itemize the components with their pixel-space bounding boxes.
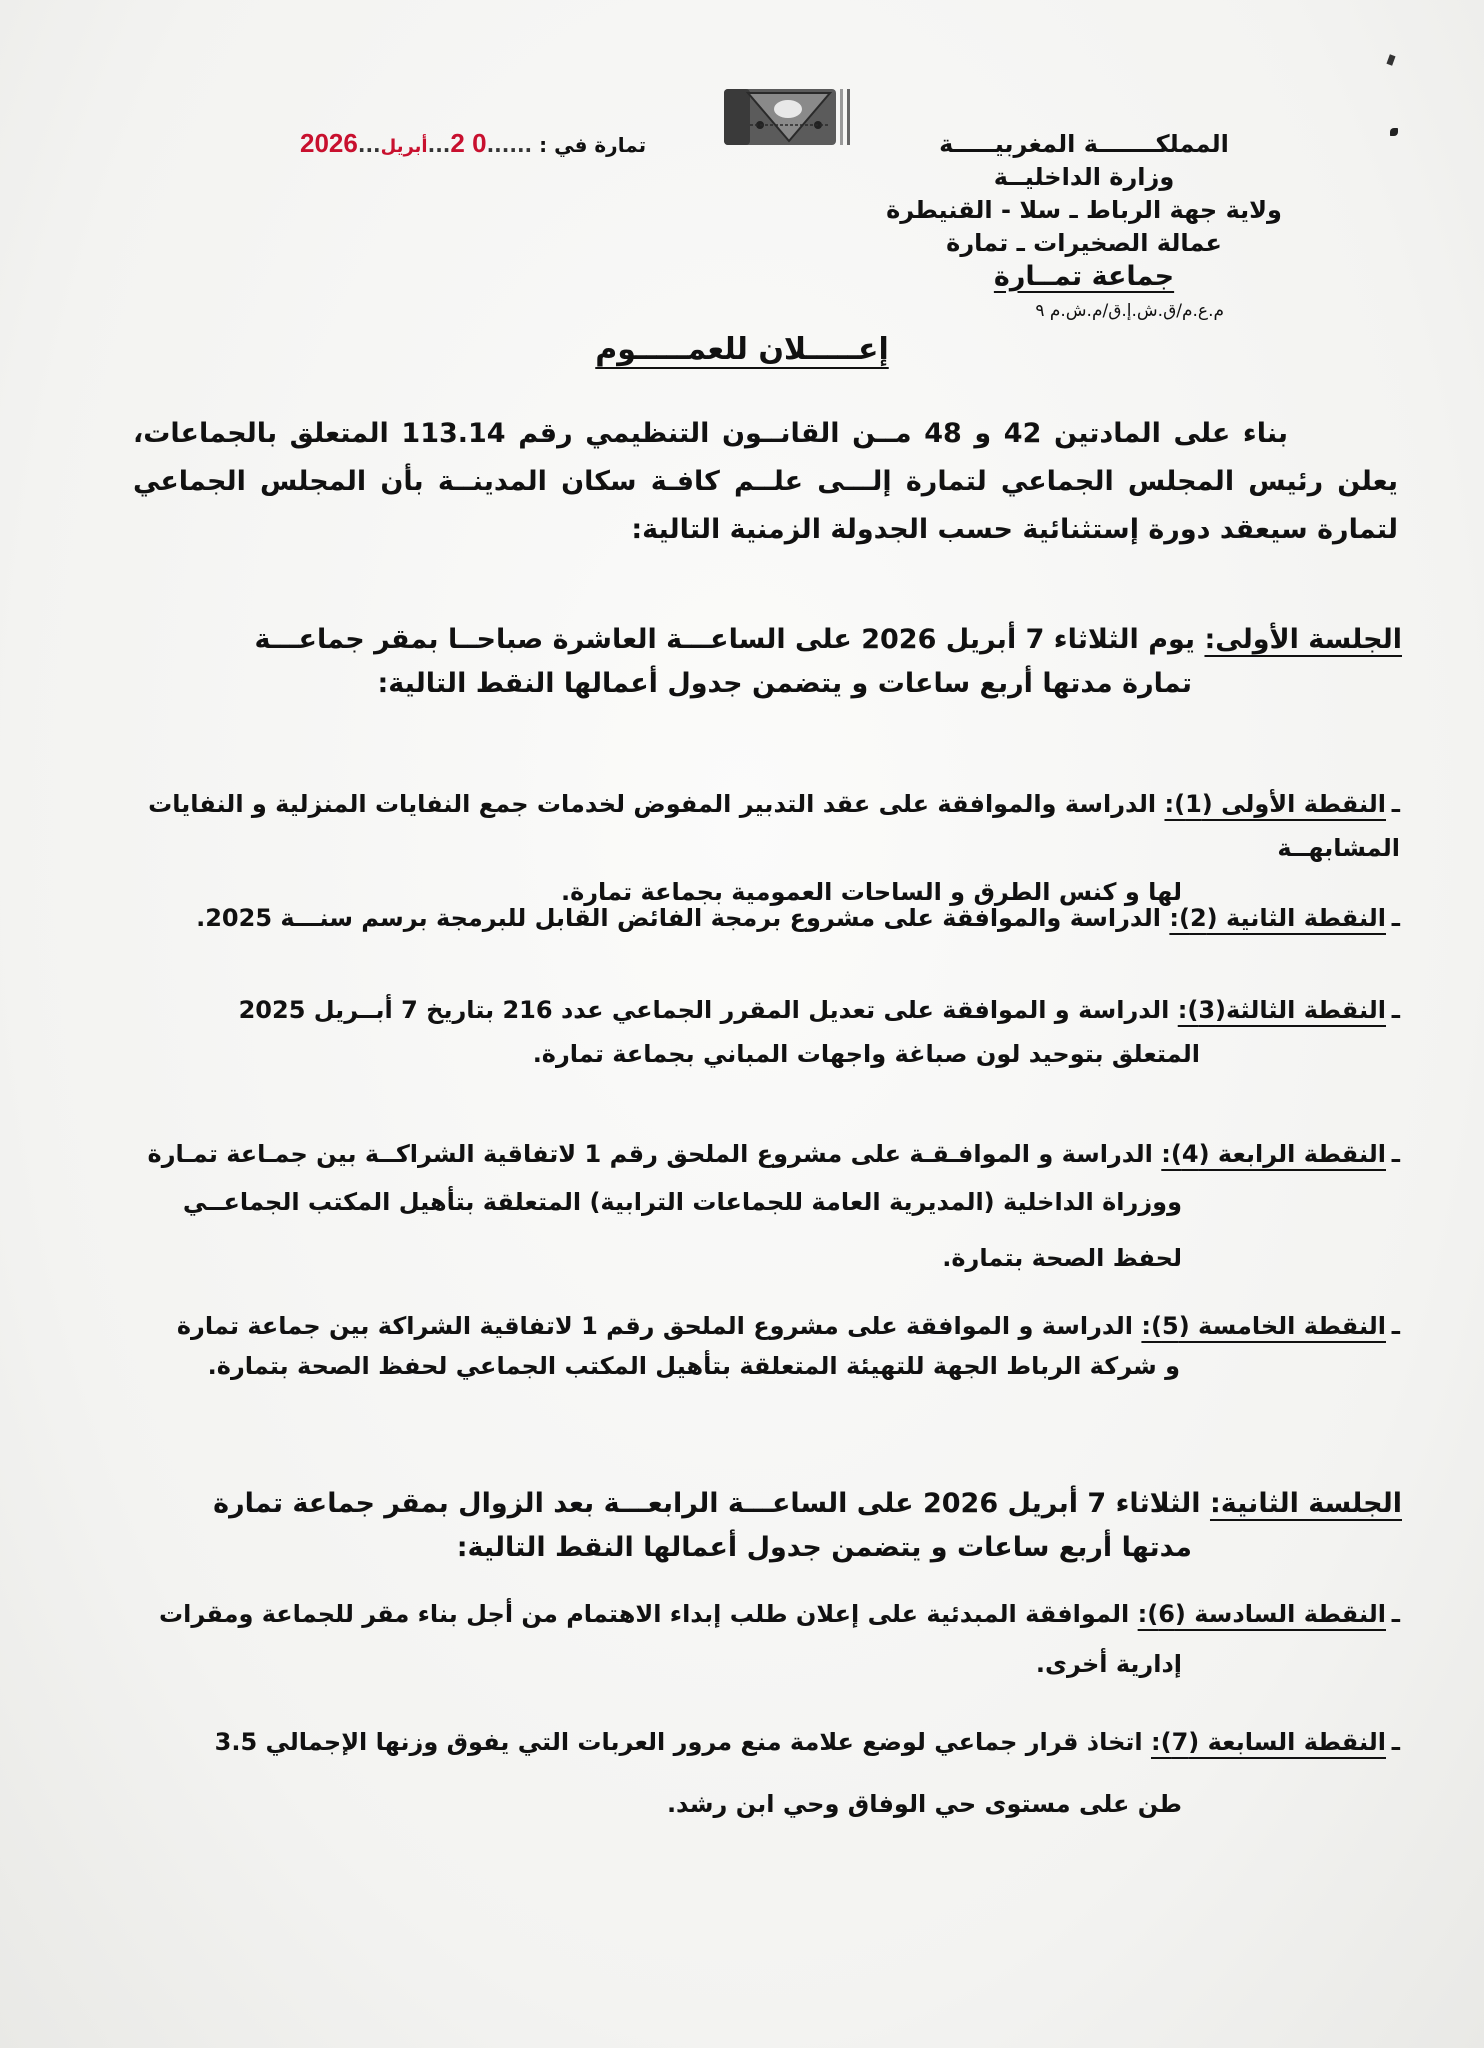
point-text-cont: و شركة الرباط الجهة للتهيئة المتعلقة بتأهيل المكتب الجماعي لحفظ الصحة بتمارة. [207,1352,1180,1380]
session-details-cont: تمارة مدتها أربع ساعات و يتضمن جدول أعمالها النقط التالية: [377,668,1192,699]
point-text: الدراسة و الموافـقـة على مشروع الملحق رقم 1 لاتفاقية الشراكــة بين جمـاعة تمـارة [147,1140,1153,1168]
reference-suffix: ٩ [1035,301,1045,321]
point-text: الدراسة و الموافقة على تعديل المقرر الجماعي عدد 216 بتاريخ 7 أبــريل 2025 [238,996,1170,1024]
letterhead [884,128,1284,328]
bullet-mark [1390,128,1398,136]
coat-of-arms-emblem [722,85,854,149]
header-prefecture: عمالة الصخيرات ـ تمارة [946,229,1222,257]
header-commune: جماعة تمــارة [993,261,1175,292]
point-label: النقطة السابعة (7): [1151,1728,1386,1756]
date-place-label: تمارة في : [539,133,647,157]
point-text: الدراسة والموافقة على مشروع برمجة الفائض القابل للبرمجة برسم سنـــة 2025. [196,904,1162,932]
date-dots: ... [357,133,381,157]
session-details-cont: مدتها أربع ساعات و يتضمن جدول أعمالها النقط التالية: [456,1532,1192,1563]
date-dots: ... [427,133,451,157]
agenda-point-3: ـالنقطة الثالثة(3): الدراسة و الموافقة على تعديل المقرر الجماعي عدد 216 بتاريخ 7 أبــريل 2025 المتعلق بتوحيد لون صباغة واجهات المباني بجماعة تمارة. [130,988,1400,1076]
point-text: الدراسة والموافقة على عقد التدبير المفوض لخدمات جمع النفايات المنزلية و النفايات المشابهــة [148,790,1400,862]
announcement-title [0,332,1484,367]
reference-code: م.ع.م/ق.ش.إ.ق/م.ش.م [1049,301,1224,321]
point-text-cont: طن على مستوى حي الوفاق وحي ابن رشد. [666,1790,1182,1818]
point-label: النقطة الأولى (1): [1164,790,1386,818]
point-text: الدراسة و الموافقة على مشروع الملحق رقم 1 لاتفاقية الشراكة بين جماعة تمارة [176,1312,1134,1340]
point-text-cont: ووزراة الداخلية (المديرية العامة للجماعات الترابية) المتعلقة بتأهيل المكتب الجماعــي [182,1188,1182,1216]
point-label: النقطة السادسة (6): [1137,1600,1386,1628]
agenda-point-2: ـالنقطة الثانية (2): الدراسة والموافقة على مشروع برمجة الفائض القابل للبرمجة برسم سنـــة 2025. [196,904,1400,932]
point-text-cont: المتعلق بتوحيد لون صباغة واجهات المباني بجماعة تمارة. [532,1040,1200,1068]
point-text: الموافقة المبدئية على إعلان طلب إبداء الاهتمام من أجل بناء مقر للجماعة ومقرات [159,1600,1130,1628]
session-label: الجلسة الأولى: [1204,624,1402,655]
session-first [112,618,1402,706]
session-details: الثلاثاء 7 أبريل 2026 على الساعـــة الرابعـــة بعد الزوال بمقر جماعة تمارة [213,1488,1201,1519]
header-ministry: وزارة الداخليــة [993,163,1175,191]
intro-paragraph: بناء على المادتين 42 و 48 مــن القانــون التنظيمي رقم 113.14 المتعلق بالجماعات، يعلن رئيس المجلس الجماعي لتمارة إلـــى علــم كافـة سكان المدينــة بأن المجلس الجماعي لتمارة سيعقد دورة إستثنائية حسب الجدولة الزمنية التالية: [133,418,1398,545]
agenda-point-4: ـالنقطة الرابعة (4): الدراسة و الموافـقـة على مشروع الملحق رقم 1 لاتفاقية الشراكــة بين جمـاعة تمـارة ووزراة الداخلية (المديرية العامة للجماعات الترابية) المتعلقة بتأهيل المكتب الجماعــي لحفظ الصحة بتمارة. [70,1132,1400,1280]
date-dots: ...... [486,133,533,157]
point-label: النقطة الرابعة (4): [1161,1140,1386,1168]
session-second [112,1482,1402,1570]
point-label: النقطة الخامسة (5): [1141,1312,1386,1340]
session-label: الجلسة الثانية: [1209,1488,1402,1519]
session-details: يوم الثلاثاء 7 أبريل 2026 على الساعـــة العاشرة صباحــا بمقر جماعـــة [254,624,1196,655]
title-text: إعـــــلان للعمـــــوم [595,332,889,367]
header-reference [884,295,1284,328]
point-text-cont: لها و كنس الطرق و الساحات العمومية بجماعة تمارة. [560,878,1182,906]
agenda-point-7: ـالنقطة السابعة (7): اتخاذ قرار جماعي لوضع علامة منع مرور العربات التي يفوق وزنها الإجمالي 3.5 طن على مستوى حي الوفاق وحي ابن رشد. [100,1720,1400,1826]
date-month-stamp: أبريل [380,136,428,157]
agenda-point-6: ـالنقطة السادسة (6): الموافقة المبدئية على إعلان طلب إبداء الاهتمام من أجل بناء مقر للجماعة ومقرات إدارية أخرى. [100,1592,1400,1686]
header-kingdom: المملكـــــــة المغربيـــــة [939,130,1229,158]
point-label: النقطة الثانية (2): [1169,904,1386,932]
scan-mark [1386,54,1395,65]
date-line [300,128,646,159]
point-text-cont: إدارية أخرى. [1035,1650,1182,1678]
agenda-point-5: ـالنقطة الخامسة (5): الدراسة و الموافقة على مشروع الملحق رقم 1 لاتفاقية الشراكة بين جماعة تمارة و شركة الرباط الجهة للتهيئة المتعلقة بتأهيل المكتب الجماعي لحفظ الصحة بتمارة. [100,1306,1400,1386]
date-day-stamp: 0 2 [450,128,487,158]
point-text-cont: لحفظ الصحة بتمارة. [942,1244,1182,1272]
date-year-stamp: 2026 [300,128,358,158]
point-text: اتخاذ قرار جماعي لوضع علامة منع مرور العربات التي يفوق وزنها الإجمالي 3.5 [214,1728,1143,1756]
header-region: ولاية جهة الرباط ـ سلا - القنيطرة [886,196,1282,224]
agenda-point-1: ـالنقطة الأولى (1): الدراسة والموافقة على عقد التدبير المفوض لخدمات جمع النفايات المنزلية و النفايات المشابهــة لها و كنس الطرق و الساحات العمومية بجماعة تمارة. [100,782,1400,914]
point-label: النقطة الثالثة(3): [1177,996,1386,1024]
